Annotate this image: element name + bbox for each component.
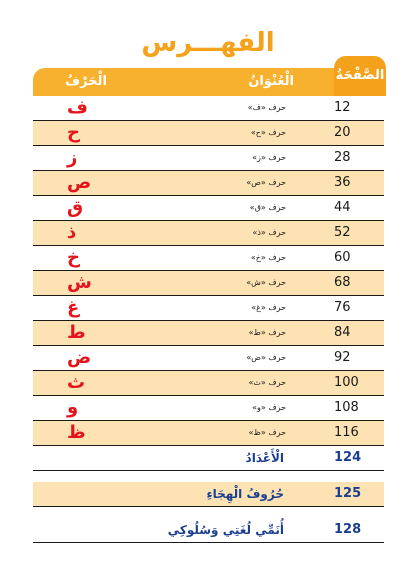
table-row (33, 271, 384, 296)
page-number: 128 (334, 522, 362, 537)
entry-letter: غ (67, 297, 80, 318)
entry-title: حرف «ش» (246, 278, 286, 287)
entry-title: حرف «ح» (250, 128, 286, 137)
entry-title: حرف «ظ» (248, 428, 286, 437)
page-title: الفهـــرس (141, 28, 275, 58)
entry-letter: ض (67, 347, 92, 368)
page-number: 76 (334, 300, 351, 315)
table-row (33, 346, 384, 371)
entry-title: حرف «ق» (249, 203, 286, 212)
page-number: 68 (334, 275, 351, 290)
page-number: 108 (334, 400, 359, 415)
entry-title: حرف «خ» (250, 253, 286, 262)
header-letter-label: الْحَرْفُ (65, 74, 107, 89)
entry-title: حرف «غ» (251, 303, 286, 312)
table-row (33, 121, 384, 146)
entry-letter: ظ (67, 422, 86, 443)
entry-letter: ط (67, 322, 86, 343)
table-header (33, 68, 384, 96)
entry-letter: ش (67, 272, 92, 293)
entry-letter: و (67, 397, 79, 418)
entry-title: حرف «و» (252, 403, 286, 412)
table-row (33, 446, 384, 471)
entry-title: حرف «ض» (246, 353, 286, 362)
page-number: 20 (334, 125, 351, 140)
entry-letter: ق (67, 197, 84, 218)
entry-letter: ث (67, 372, 86, 393)
table-row (33, 96, 384, 121)
entry-letter: ز (67, 147, 78, 168)
table-row (33, 146, 384, 171)
entry-letter: خ (67, 247, 80, 268)
page-number: 52 (334, 225, 351, 240)
entry-title: الْأَعْدَادُ (245, 451, 284, 465)
page-number: 84 (334, 325, 351, 340)
entry-title: حرف «ص» (246, 178, 286, 187)
table-row (33, 196, 384, 221)
entry-title: أُنَمِّي لُغَتِي وَسُلُوكِي (167, 523, 284, 537)
index-table (33, 96, 384, 446)
entry-letter: ذ (67, 222, 77, 243)
table-row (33, 396, 384, 421)
table-row (33, 296, 384, 321)
page-number: 100 (334, 375, 359, 390)
header-page-label: الصَّفْحَةُ (334, 56, 386, 96)
page-number: 60 (334, 250, 351, 265)
table-row (33, 482, 384, 507)
table-row (33, 171, 384, 196)
entry-letter: ح (67, 122, 80, 143)
page-number: 12 (334, 100, 351, 115)
page-number: 125 (334, 486, 362, 501)
entry-title: حرف «ط» (248, 328, 286, 337)
table-row (33, 321, 384, 346)
entry-title: حرف «ف» (247, 103, 286, 112)
page-number: 124 (334, 450, 362, 465)
entry-title: حرف «ذ» (252, 228, 286, 237)
table-row (33, 518, 384, 543)
extra-entries (33, 446, 384, 554)
page-number: 44 (334, 200, 351, 215)
header-title-label: الْعُنْوَانُ (248, 74, 294, 89)
page-number: 28 (334, 150, 351, 165)
page-number: 116 (334, 425, 359, 440)
entry-title: حُرُوفُ الْهِجَاءِ (206, 487, 284, 501)
table-row (33, 371, 384, 396)
entry-letter: ف (67, 97, 88, 118)
page-number: 36 (334, 175, 351, 190)
table-row (33, 246, 384, 271)
table-row (33, 221, 384, 246)
table-row (33, 421, 384, 446)
entry-title: حرف «ث» (248, 378, 286, 387)
entry-title: حرف «ز» (252, 153, 286, 162)
page-number: 92 (334, 350, 351, 365)
entry-letter: ص (67, 172, 92, 193)
